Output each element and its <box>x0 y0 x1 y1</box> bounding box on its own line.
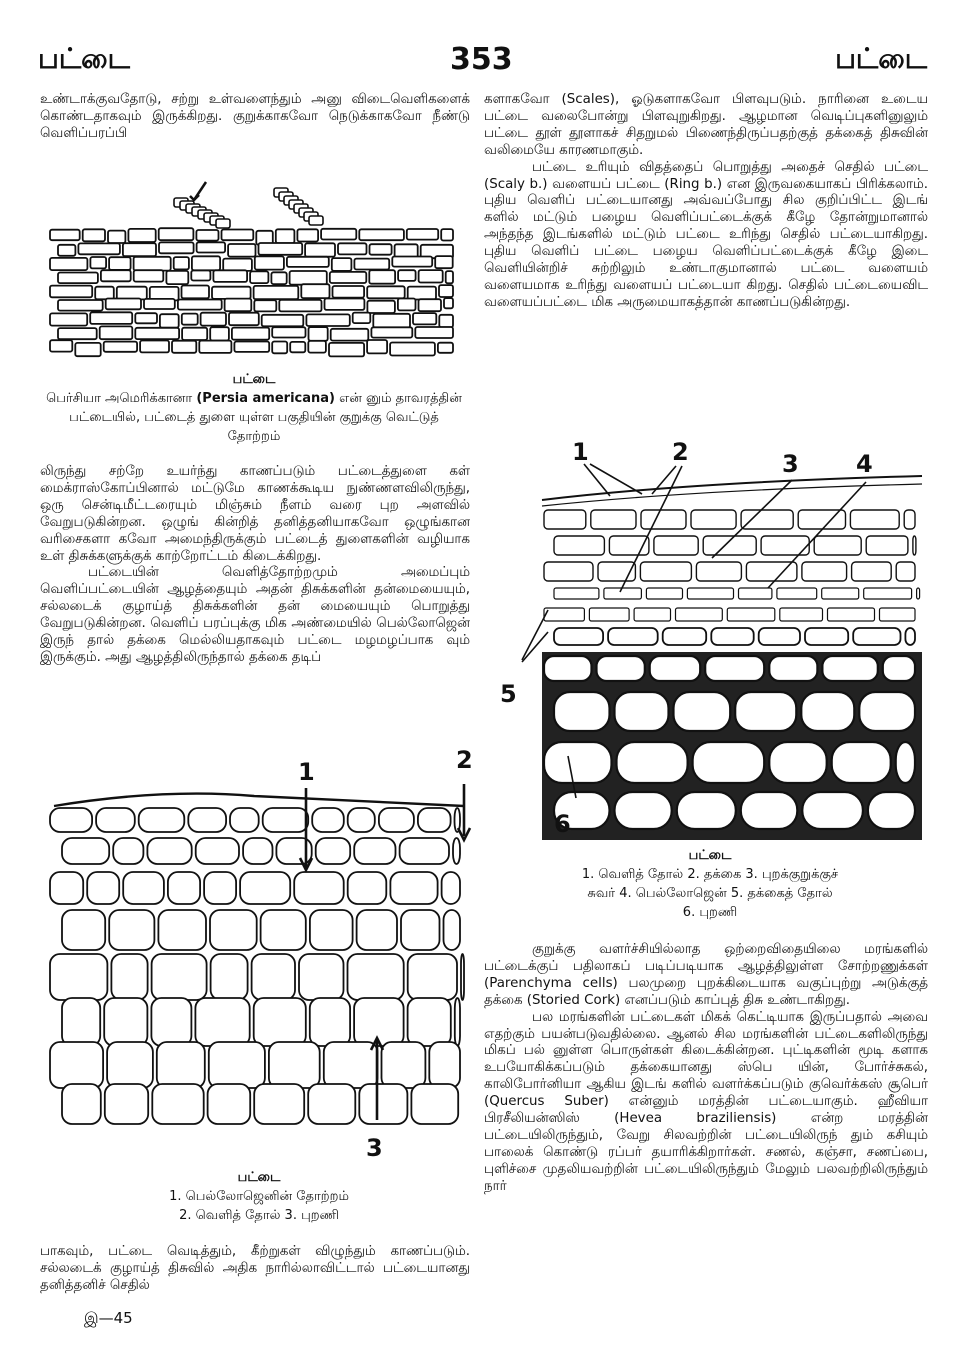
cell <box>676 608 723 621</box>
cell <box>254 998 306 1046</box>
cell <box>188 808 226 832</box>
cell <box>299 954 344 1000</box>
cell <box>441 229 453 240</box>
cell <box>254 300 276 311</box>
cell <box>195 998 249 1046</box>
cell <box>290 342 305 352</box>
cell <box>333 286 365 298</box>
cell <box>228 244 255 257</box>
cell <box>650 656 701 681</box>
cell <box>390 343 435 356</box>
cell <box>429 1042 460 1088</box>
cell <box>822 656 877 681</box>
cell <box>379 808 414 832</box>
cell <box>325 299 365 310</box>
cell <box>461 954 464 1000</box>
cell <box>50 313 87 325</box>
cell <box>415 327 453 338</box>
paragraph: பட்டையின் வெளித்தோற்றமும் அமைப்பும் வெளிப்பட்டையின் ஆழத்தையும் அதன் திசுக்களின் தன்மையையும், சல்லடைக் குழாய்த் திசுக்களின் தன் மையையும் பொறுத்து வேறுபடுகின்றன. வெளிப் பரப்புக்கு மிக அண்மையில் பெல்லோஜென் இருந் தால் தக்கை மெல்லியதாகவும் பட்டை மழமழப்பாக வும் இருக்கும். அது ஆழத்திலிருந்தால் தக்கை தடிப் <box>40 565 470 665</box>
figure1-caption <box>44 370 464 446</box>
cell <box>419 299 442 311</box>
cell <box>357 910 397 950</box>
cell <box>272 327 305 337</box>
page-number: 353 <box>450 42 513 77</box>
cell <box>254 1084 304 1124</box>
running-head-left: பட்டை <box>38 42 130 75</box>
cell <box>135 328 179 339</box>
cell <box>696 562 741 581</box>
cell <box>230 808 259 832</box>
cell <box>90 312 132 324</box>
figure3-label-5: 5 <box>500 680 517 708</box>
cell <box>554 628 603 645</box>
cell <box>140 341 169 353</box>
cell <box>87 872 119 904</box>
cell <box>693 742 765 783</box>
cell <box>95 287 114 300</box>
cell <box>674 692 731 731</box>
cell <box>111 954 147 1000</box>
cell <box>144 299 175 309</box>
cell <box>904 510 915 529</box>
cell <box>398 270 416 281</box>
cell <box>134 257 171 271</box>
left-bottom-text <box>40 1244 470 1295</box>
cell <box>615 692 669 731</box>
cell <box>407 229 438 240</box>
cell <box>805 628 848 645</box>
left-middle-text <box>40 464 470 667</box>
cell <box>172 341 196 353</box>
cell <box>852 562 892 581</box>
cell <box>321 229 356 240</box>
cell <box>107 1042 153 1088</box>
cell <box>58 245 75 256</box>
running-head-right: பட்டை <box>835 42 927 75</box>
right-bottom-text <box>484 942 928 1196</box>
cell <box>210 910 257 950</box>
cell <box>50 954 107 1000</box>
cell <box>113 838 143 864</box>
cell <box>152 954 207 1000</box>
figure3-caption-line2: சுவர் 4. பெல்லோஜென் 5. தக்கைத் தோல் <box>587 886 833 901</box>
cell <box>780 608 823 621</box>
cell <box>151 998 191 1046</box>
figure2-label-3: 3 <box>366 1134 383 1162</box>
cell <box>159 242 194 253</box>
cell <box>832 742 891 783</box>
cell <box>332 258 352 271</box>
cell <box>83 229 105 241</box>
cell <box>279 300 321 312</box>
cell <box>435 256 453 268</box>
cell <box>50 1042 103 1088</box>
cell <box>354 259 389 270</box>
cell <box>50 808 92 832</box>
cell <box>408 998 451 1046</box>
cell <box>589 608 629 621</box>
phellogen-figure <box>44 748 474 1168</box>
cell <box>210 327 229 340</box>
paragraph: உண்டாக்குவதோடு, சற்று உள்வளைந்தும் அனு விடைவெளிகளைக் கொண்டதாகவும் இருக்கிறது. குறுக்காகவோ நெடுக்காகவோ நீண்டு வெளிப்பரப்பி <box>40 92 470 141</box>
cell <box>828 608 875 621</box>
cell <box>212 287 251 299</box>
figure3-title: பட்டை <box>688 848 732 863</box>
cell <box>687 588 733 599</box>
cell <box>554 692 610 731</box>
figure3-caption-line3: 6. புறணி <box>682 905 738 920</box>
figure1-title: பட்டை <box>232 372 276 387</box>
cell <box>123 243 156 256</box>
cell <box>75 343 100 356</box>
cell <box>78 243 120 254</box>
cell <box>769 742 826 783</box>
cell <box>50 340 72 351</box>
cell <box>604 588 642 599</box>
cell <box>269 1042 320 1088</box>
cell <box>654 536 698 555</box>
cell <box>444 298 453 308</box>
cell <box>216 219 230 228</box>
cell <box>105 1084 148 1124</box>
cell <box>50 286 92 298</box>
cell <box>868 792 915 829</box>
cell <box>663 628 707 645</box>
cell <box>271 272 286 284</box>
cell <box>814 536 861 555</box>
cell <box>276 229 295 243</box>
cell <box>204 872 236 904</box>
cell <box>896 742 915 783</box>
cell <box>297 229 318 241</box>
cell <box>306 314 349 326</box>
cell <box>232 328 269 340</box>
cell <box>544 562 593 581</box>
cell <box>308 1084 355 1124</box>
cell <box>191 271 210 281</box>
cell <box>294 872 344 904</box>
cell <box>913 536 916 555</box>
cell <box>544 510 586 529</box>
cell <box>408 954 457 1000</box>
cell <box>370 244 392 255</box>
cell <box>917 588 920 599</box>
cell <box>866 536 908 555</box>
figure3-caption-line1: 1. வெளித் தோல் 2. தக்கை 3. புறக்குறுக்குச் <box>581 867 839 882</box>
cell <box>262 315 304 327</box>
cell <box>312 808 344 832</box>
cell <box>864 588 912 599</box>
paragraph: களாகவோ (Scales), ஓடுகளாகவோ பிளவுபடும். நாரினை உடைய பட்டை வலைபோன்று பிளவுறுகிறது. ஆழமான வெடிப்புகளினுலும் பட்டை தூள் தூளாகச் சிதறுமல் பிணைந்திருப்பதற்குத் தக்கைத் திசுவின் வலிமையே காரணமாகும். <box>484 92 928 158</box>
cell <box>641 510 686 529</box>
cell <box>157 1042 205 1088</box>
cell <box>201 313 226 326</box>
cell <box>646 588 682 599</box>
cell <box>727 608 775 621</box>
cell <box>401 910 440 950</box>
cell <box>453 838 460 864</box>
cell <box>597 656 645 681</box>
cell <box>739 588 772 599</box>
figure3-label-2: 2 <box>672 438 689 466</box>
cell <box>617 742 688 783</box>
cell <box>134 270 164 281</box>
cell <box>50 258 87 270</box>
cell <box>759 628 800 645</box>
right-top-text <box>484 92 928 312</box>
cell <box>373 314 410 328</box>
cell <box>272 342 287 354</box>
cell <box>158 910 206 950</box>
cell <box>160 314 179 327</box>
cell <box>109 910 154 950</box>
cell <box>905 628 915 645</box>
cell <box>455 998 460 1046</box>
cell <box>316 838 351 864</box>
cell <box>58 328 97 339</box>
cell <box>104 998 147 1046</box>
cell <box>801 692 854 731</box>
cell <box>106 299 141 310</box>
cell <box>166 271 188 284</box>
figure3-label-6: 6 <box>554 810 571 838</box>
cell <box>250 271 268 283</box>
cell <box>439 315 453 328</box>
cell <box>446 271 453 283</box>
cell <box>741 510 793 529</box>
cell <box>735 692 796 731</box>
cell <box>411 1084 458 1124</box>
cell <box>90 257 106 268</box>
figure2-caption-line2: 2. வெளித் தோல் 3. புறணி <box>179 1208 339 1223</box>
cell <box>392 257 432 267</box>
cell <box>439 285 453 297</box>
cell <box>329 343 364 357</box>
cell <box>400 838 449 864</box>
cell <box>182 314 198 325</box>
cell <box>135 313 157 323</box>
cell <box>211 954 248 1000</box>
cell <box>261 910 306 950</box>
cell <box>96 808 135 832</box>
cell <box>108 231 125 243</box>
cell <box>390 872 437 904</box>
left-top-text <box>40 92 470 143</box>
cell <box>705 656 764 681</box>
cell <box>222 230 254 241</box>
cell <box>252 954 295 1000</box>
cell <box>544 608 584 621</box>
cell <box>178 300 222 310</box>
cell <box>58 300 103 311</box>
cell <box>802 562 847 581</box>
cell <box>240 872 290 904</box>
cell <box>442 872 460 904</box>
cell <box>147 838 191 864</box>
figure2-title: பட்டை <box>237 1170 281 1185</box>
figure1-caption-text: பெர்சியா அமெரிக்கானா (Persia americana) என் னும் தாவரத்தின் பட்டையில், பட்டைத் துளை யுள்ள பகுதியின் குறுக்கு வெட்டுத் தோற்றம் <box>46 391 462 444</box>
cell <box>104 342 137 352</box>
cell <box>896 562 915 581</box>
cell <box>50 872 83 904</box>
cell <box>777 588 817 599</box>
cell <box>438 343 453 353</box>
cell <box>382 1042 426 1088</box>
cell <box>348 954 404 1000</box>
cell <box>182 328 207 340</box>
cell <box>243 838 272 864</box>
cell <box>310 910 353 950</box>
cell <box>338 243 367 254</box>
cell <box>159 228 194 240</box>
cell <box>367 301 395 313</box>
lenticel-figure <box>44 168 464 358</box>
cell <box>196 230 218 241</box>
cell <box>359 229 404 240</box>
cell <box>703 536 756 555</box>
cell <box>348 808 375 832</box>
cell <box>880 608 916 621</box>
cell <box>324 1042 378 1088</box>
cell <box>259 243 303 255</box>
cell <box>123 872 164 904</box>
cell <box>139 808 185 832</box>
cell <box>554 536 604 555</box>
figure2-label-2: 2 <box>456 748 473 774</box>
paragraph: பட்டை உரியும் விதத்தைப் பொறுத்து அதைச் செதில் பட்டை (Scaly b.) வளையப் பட்டை (Ring b.) என இருவகையாகப் பிரிக்கலாம். புதிய வெளிப் பட்டையானது அவ்வப்போது சில குறிப்பிட்ட இடங் களில் மட்டும் பழைய வெளிப்பட்டைக்குக் கீழே தோன்றுமானால் அந்தந்த இடங்களில் மட்டும் பட்டை உரிந்து செதில் பட்டையாகிறது. புதிய வெளிப் பட்டை பழைய வெளிப்பட்டைக்குக் கீழே இடை வெளியின்றிச் சுற்றிலும் உண்டாகுமானால் பட்டை வளையம் வளையமாக உரிந்து வளையப் பட்டையா கிறது. செதில் பட்டையைவிட வளையப்பட்டை மிக அருமையாகத்தான் காணப்படுகின்றது. <box>484 159 928 310</box>
cell <box>330 272 367 283</box>
cell <box>691 510 736 529</box>
cell <box>634 608 670 621</box>
cell <box>853 628 900 645</box>
figure2-label-1: 1 <box>298 758 315 786</box>
cell <box>174 257 189 269</box>
cell <box>348 872 387 904</box>
cell <box>117 287 147 300</box>
cell <box>62 910 105 950</box>
cell <box>290 271 327 285</box>
cell <box>263 808 309 832</box>
cell <box>367 286 405 298</box>
cell <box>331 329 369 341</box>
cell <box>769 656 817 681</box>
paragraph: பாகவும், பட்டை வெடித்தும், கீற்றுகள் விழுந்தும் காணப்படும். சல்லடைக் குழாய்த் திசுவில் அதிக நாரில்லாவிட்டால் பட்டையானது தனித்தனிச் செதில் <box>40 1244 470 1293</box>
cell <box>301 284 329 298</box>
cell <box>254 286 299 299</box>
paragraph: குறுக்கு வளர்ச்சியில்லாத ஒற்றைவிதையிலை மரங்களில் பட்டைக்குப் பதிலாகப் படிப்படியாக ஆழத்திலுள்ள சோற்றணுக்கள் (Parenchyma cells) பலமுறை புறக்கிடையாக வகுப்புற்று அடுக்குத் தக்கை (Storied Cork) எனப்படும் காப்புத் திசு உண்டாகிறது. <box>484 942 928 1008</box>
cell <box>208 1084 251 1124</box>
cell <box>354 838 395 864</box>
folio-mark: இ—45 <box>84 1309 133 1327</box>
cell <box>308 341 326 353</box>
cell <box>192 256 220 270</box>
cell <box>359 1084 407 1124</box>
cell <box>196 838 239 864</box>
cell <box>101 270 131 281</box>
cell <box>287 257 329 267</box>
cell <box>640 562 691 581</box>
cell <box>209 1042 265 1088</box>
cell <box>591 510 636 529</box>
cell <box>310 998 350 1046</box>
cell <box>408 287 436 300</box>
cell <box>213 270 247 282</box>
figure3-label-3: 3 <box>782 450 799 478</box>
cell <box>802 792 863 829</box>
cell <box>859 692 915 731</box>
cell <box>615 792 672 829</box>
cell <box>419 270 443 282</box>
cell <box>234 342 269 352</box>
bark-section-figure <box>492 430 928 860</box>
cell <box>62 1084 101 1124</box>
cell <box>109 257 131 270</box>
cell <box>822 588 859 599</box>
cell <box>225 299 252 312</box>
cell <box>883 656 915 681</box>
cell <box>199 341 231 353</box>
cell <box>255 256 284 269</box>
cell <box>413 313 436 324</box>
figure2-caption-line1: 1. பெல்லோஜெனின் தோற்றம் <box>169 1189 349 1204</box>
cell <box>741 792 798 829</box>
figure2-caption <box>44 1168 474 1225</box>
cell <box>168 872 200 904</box>
cell <box>608 628 658 645</box>
cell <box>58 273 98 284</box>
cell <box>554 588 599 599</box>
cell <box>309 327 328 341</box>
cell <box>850 510 899 529</box>
cell <box>544 656 592 681</box>
cell <box>100 326 133 339</box>
cell <box>128 229 155 242</box>
cell <box>50 230 80 241</box>
cell <box>197 242 226 252</box>
cell <box>305 243 335 256</box>
cell <box>444 910 461 950</box>
figure3-label-1: 1 <box>572 438 589 466</box>
paragraph: லிருந்து சற்றே உயர்ந்து காணப்படும் பட்டைத்துளை கள் மைக்ராஸ்கோப்பினால் மட்டுமே காணக்கூடிய நுண்ணளவிலிருந்து, ஒரு சென்டிமீட்டரையும் மிஞ்சும் நீளம் வரை புற அளவில் வேறுபடுகின்றன. ஒழுங் கின்றித் தனித்தனியாகவோ ஒழுங்கான வரிசைகளா கவோ அமைந்திருக்கும் பட்டைத் துளைகளின் வழியாக உள் திசுக்களுக்குக் காற்றோட்டம் கிடைக்கிறது. <box>40 464 470 564</box>
cell <box>711 628 753 645</box>
figure3-caption <box>492 846 928 922</box>
cell <box>309 216 323 225</box>
cell <box>398 299 416 311</box>
cell <box>229 313 259 326</box>
cell <box>544 742 612 783</box>
cell <box>223 259 252 271</box>
cell <box>62 998 100 1046</box>
paragraph: பல மரங்களின் பட்டைகள் மிகக் கெட்டியாக இருப்பதால் அவை எதற்கும் பயன்படுவதில்லை. ஆனல் சில மரங்களின் பட்டைகளிலிருந்து மிகப் பல் னுள்ள பொருள்கள் கிடைக்கின்றன. புட்டிகளின் மூடி களாக உபயோகிக்கப்படும் தக்கையானது ஸ்பெ யின், போர்ச்சுகல், காலிபோர்னியா ஆகிய இடங் களில் வளர்க்கப்படும் குவெர்க்கஸ் சூபெர் (Quercus Suber) என்னும் மரத்தின் பட்டையாகும். ஹீவியா பிரசீலியன்ஸிஸ் (Hevea braziliensis) என்ற மரத்தின் பட்டையிலிருந்தும், வேறு சிலவற்றின் பட்டையிலிருந் தும் கசியும் பாலைக் கொண்டு ரப்பர் தயாரிக்கிறார்கள். சணல், கஞ்சா, சணப்பை, புளிச்சை முதலியவற்றின் பட்டையிலிருந்தும் மேலும் பலவற்றிலிருந்தும் நார் <box>484 1009 928 1194</box>
cell <box>62 838 109 864</box>
cell <box>369 270 395 284</box>
figure3-label-4: 4 <box>856 450 873 478</box>
cell <box>677 792 736 829</box>
cell <box>367 340 387 353</box>
cell <box>371 327 412 337</box>
cell <box>353 313 371 324</box>
cell <box>182 286 210 299</box>
cell <box>418 808 451 832</box>
cell <box>152 1084 203 1124</box>
